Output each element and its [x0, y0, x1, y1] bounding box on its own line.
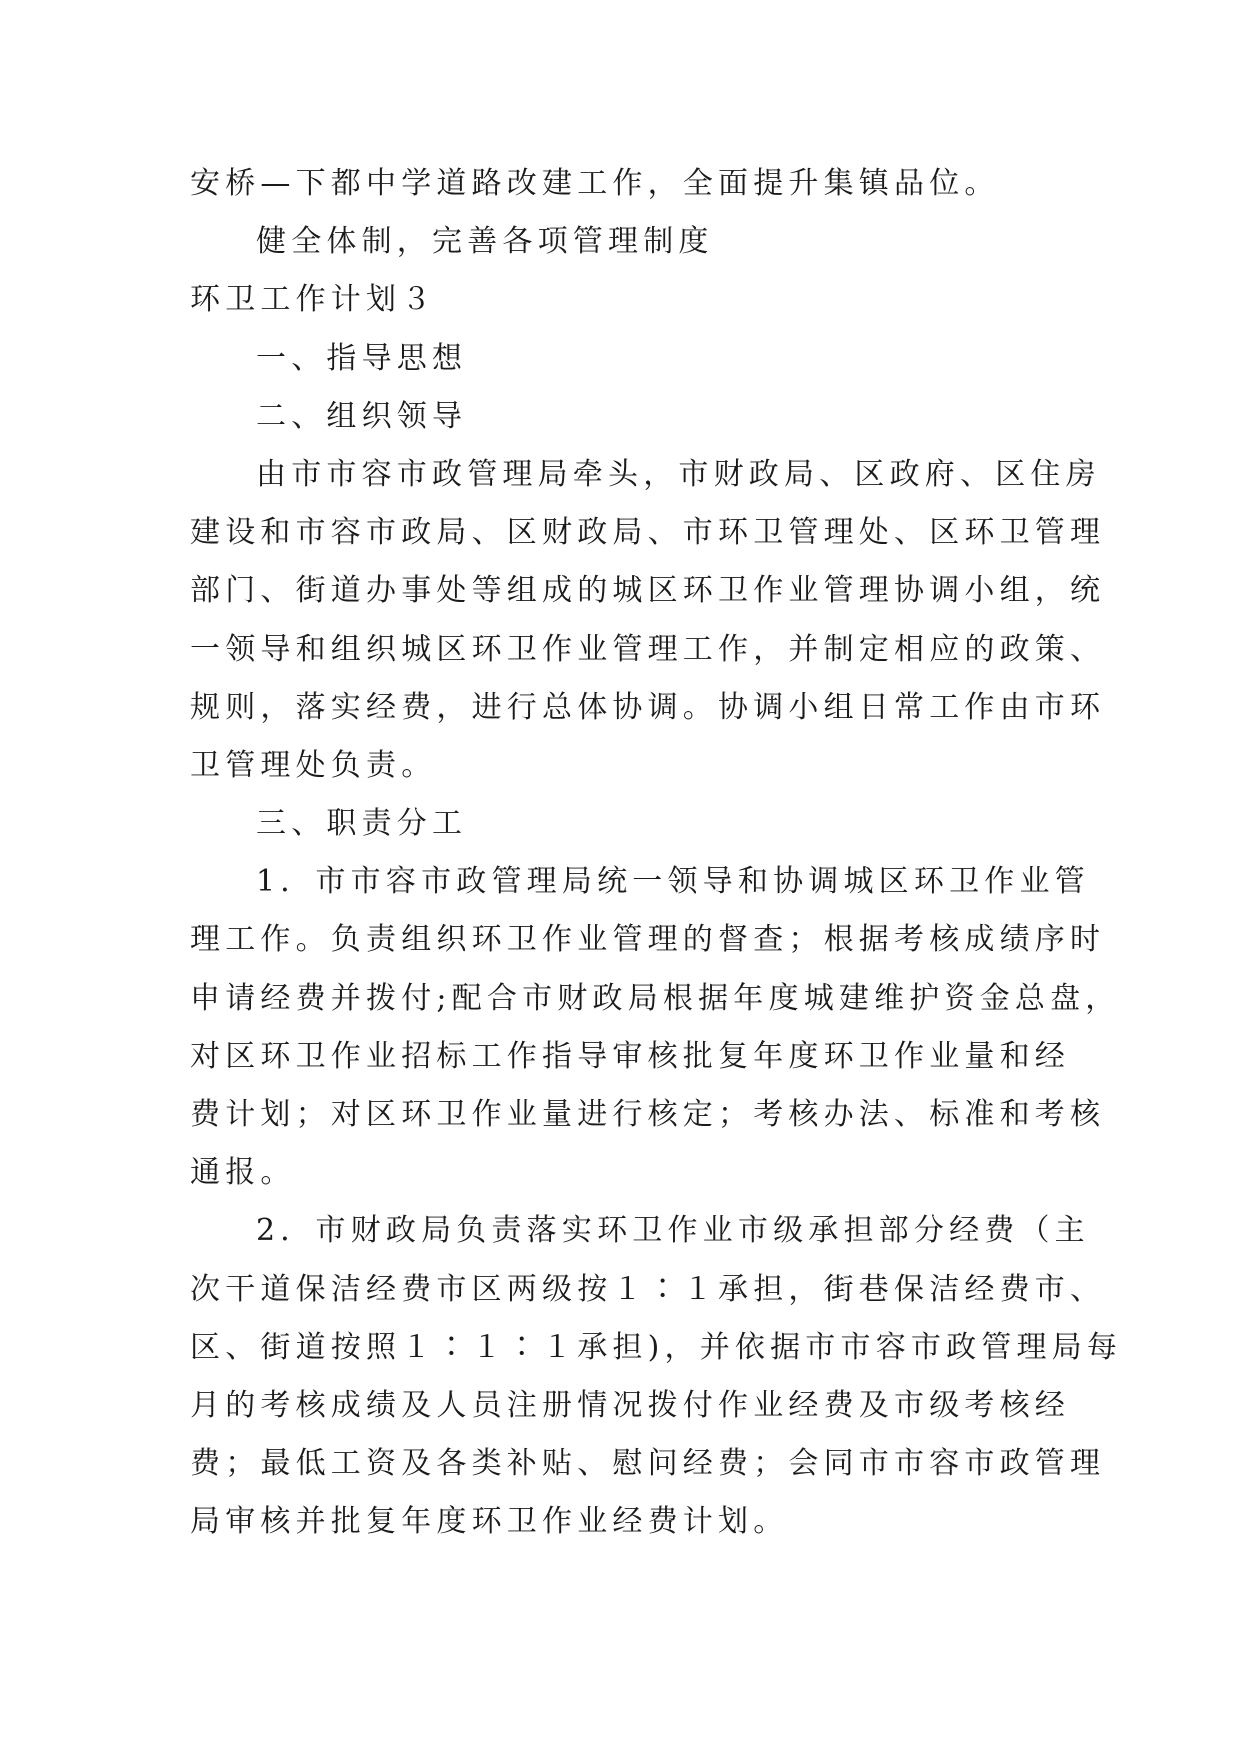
text-line: 环卫工作计划３ — [190, 282, 437, 318]
text-line: 建设和市容市政局、区财政局、市环卫管理处、区环卫管理 — [190, 515, 1106, 551]
text-line: 局审核并批复年度环卫作业经费计划。 — [190, 1504, 789, 1540]
text-line: 区、街道按照１∶１∶１承担)，并依据市市容市政管理局每 — [190, 1329, 1123, 1365]
text-line: 规则，落实经费，进行总体协调。协调小组日常工作由市环 — [190, 689, 1106, 725]
text-line: 通报。 — [190, 1155, 296, 1191]
text-line: 一领导和组织城区环卫作业管理工作，并制定相应的政策、 — [190, 631, 1106, 667]
text-line: 三、职责分工 — [256, 806, 468, 842]
text-line: 月的考核成绩及人员注册情况拨付作业经费及市级考核经 — [190, 1387, 1070, 1423]
text-line: 费计划；对区环卫作业量进行核定；考核办法、标准和考核 — [190, 1097, 1106, 1132]
text-line: 卫管理处负责。 — [190, 747, 437, 783]
text-line: 费；最低工资及各类补贴、慰问经费；会同市市容市政管理 — [190, 1446, 1106, 1482]
document-body — [190, 155, 1123, 1552]
text-line: 理工作。负责组织环卫作业管理的督查；根据考核成绩序时 — [190, 922, 1106, 958]
text-line: 申请经费并拨付;配合市财政局根据年度城建维护资金总盘， — [190, 980, 1121, 1016]
text-line: 安桥—下都中学道路改建工作，全面提升集镇品位。 — [190, 166, 1000, 201]
text-line: 1．市市容市政管理局统一领导和协调城区环卫作业管 — [256, 864, 1090, 900]
text-line: 次干道保洁经费市区两级按１∶１承担，街巷保洁经费市、 — [190, 1271, 1106, 1307]
text-line: 对区环卫作业招标工作指导审核批复年度环卫作业量和经 — [190, 1038, 1070, 1074]
text-line: 二、组织领导 — [256, 398, 468, 434]
text-line: 2．市财政局负责落实环卫作业市级承担部分经费（主 — [256, 1213, 1090, 1249]
text-line: 一、指导思想 — [256, 340, 468, 376]
text-line: 由市市容市政管理局牵头，市财政局、区政府、区住房 — [256, 456, 1101, 492]
text-line: 健全体制，完善各项管理制度 — [256, 224, 714, 260]
text-line: 部门、街道办事处等组成的城区环卫作业管理协调小组，统 — [190, 573, 1106, 609]
